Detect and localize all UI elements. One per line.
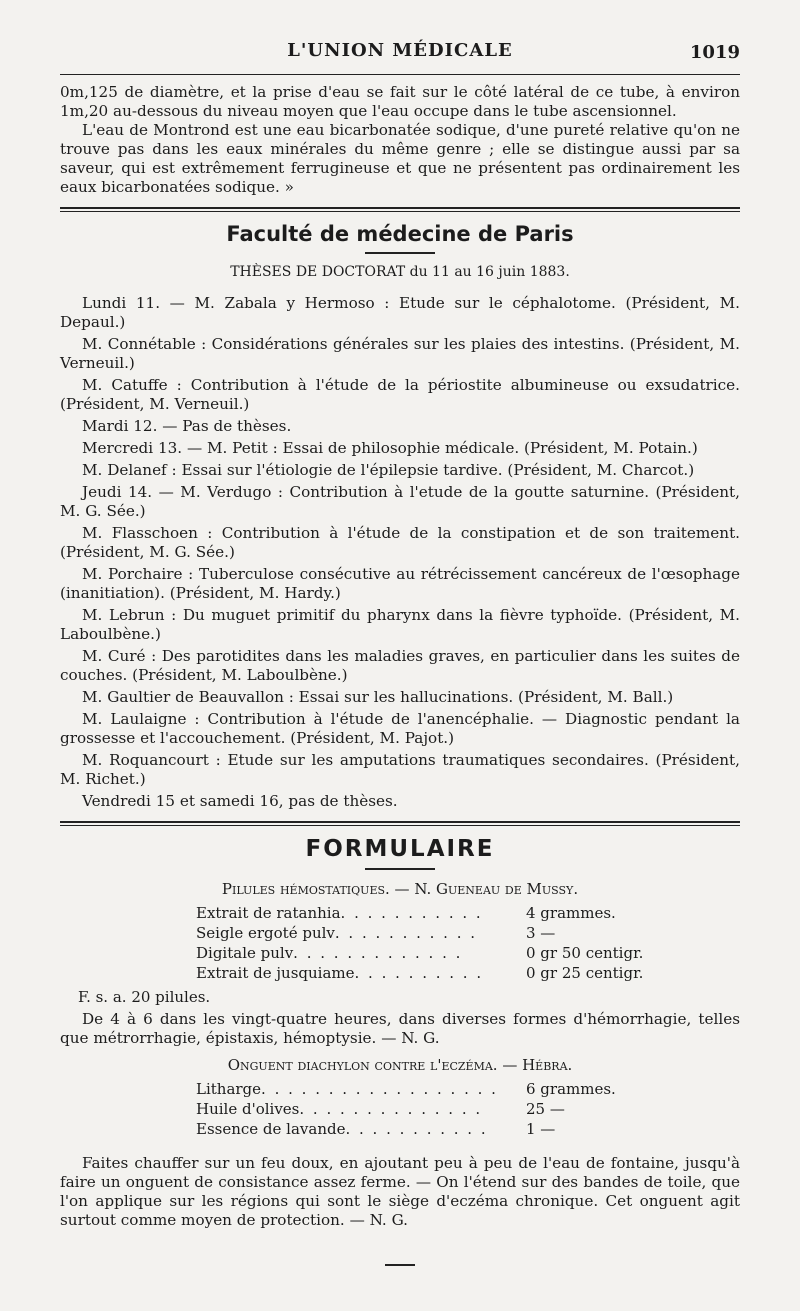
intro-paragraph-1: 0m,125 de diamètre, et la prise d'eau se fait sur le côté latéral de ce tube, à environ 1m,20 au-dessous du niveau moyen que l'eau occupe dans le tube ascensionnel.: [60, 83, 740, 120]
recipe-description-pilules: De 4 à 6 dans les vingt-quatre heures, dans diverses formes d'hémorrhagie, telles que métrorrhagie, épistaxis, hémoptysie. — N. G.: [60, 1010, 740, 1047]
ingredient-row: [196, 1080, 616, 1100]
ingredient-row: [196, 1120, 616, 1140]
thesis-entry: M. Laulaigne : Contribution à l'étude de l'anencéphalie. — Diagnostic pendant la grossesse et l'accouchement. (Président, M. Pajot.): [60, 710, 740, 747]
thesis-entry: Jeudi 14. — M. Verdugo : Contribution à l'etude de la goutte saturnine. (Président, M. G. Sée.): [60, 483, 740, 520]
ingredient-quantity: 6 grammes.: [526, 1080, 616, 1098]
leader-dots: . . . . . . . . . . .: [345, 1120, 488, 1138]
ingredient-quantity: 25 —: [526, 1100, 565, 1118]
intro-paragraph-2: L'eau de Montrond est une eau bicarbonatée sodique, d'une pureté relative qu'on ne trouve pas dans les eaux minérales du même genre ; elle se distingue aussi par sa saveur, qui est extrêmement ferrugineuse et que ne présentent pas ordinairement les eaux bicarbonatées sodique. »: [60, 121, 740, 196]
ingredient-quantity: 1 —: [526, 1120, 556, 1138]
ingredient-row: [196, 904, 643, 924]
ingredient-name: Extrait de jusquiame: [196, 964, 355, 982]
faculte-subtitle: THÈSES DE DOCTORAT du 11 au 16 juin 1883.: [230, 264, 570, 280]
formulaire-title: FORMULAIRE: [305, 836, 495, 862]
ingredient-quantity: 0 gr 25 centigr.: [526, 964, 644, 982]
thesis-entry: Mardi 12. — Pas de thèses.: [82, 417, 292, 435]
leader-dots: . . . . . . . . . . .: [340, 904, 483, 922]
ingredient-name: Extrait de ratanhia: [196, 904, 341, 922]
thesis-entry: Lundi 11. — M. Zabala y Hermoso : Etude sur le céphalotome. (Président, M. Depaul.): [60, 294, 740, 331]
recipe-title-onguent: Onguent diachylon contre l'eczéma. — Hébra.: [227, 1056, 573, 1074]
ingredient-row: [196, 1100, 616, 1120]
thesis-entry: M. Gaultier de Beauvallon : Essai sur les hallucinations. (Président, M. Ball.): [82, 688, 674, 706]
ingredient-name: Essence de lavande: [196, 1120, 346, 1138]
leader-dots: . . . . . . . . . . . . .: [293, 944, 463, 962]
ingredient-name: Digitale pulv: [196, 944, 294, 962]
thesis-entry: Vendredi 15 et samedi 16, pas de thèses.: [82, 792, 398, 810]
journal-title: L'UNION MÉDICALE: [287, 40, 513, 61]
formulaire-title-rule: [365, 868, 435, 870]
thesis-entry: M. Porchaire : Tuberculose consécutive au rétrécissement cancéreux de l'œsophage (inanitiation). (Président, M. Hardy.): [60, 565, 740, 602]
ingredient-name: Seigle ergoté pulv: [196, 924, 335, 942]
ingredient-name: Litharge: [196, 1080, 262, 1098]
leader-dots: . . . . . . . . . . . . . .: [299, 1100, 483, 1118]
thesis-entry: M. Catuffe : Contribution à l'étude de la périostite albumineuse ou exsudatrice. (Président, M. Verneuil.): [60, 376, 740, 413]
ingredient-row: [196, 924, 643, 944]
leader-dots: . . . . . . . . . . .: [334, 924, 478, 942]
section-divider: [60, 821, 740, 826]
ingredient-row: [196, 964, 643, 984]
thesis-entry: M. Curé : Des parotidites dans les maladies graves, en particulier dans les suites de couches. (Président, M. Laboulbène.): [60, 647, 740, 684]
ingredient-quantity: 4 grammes.: [526, 904, 616, 922]
formulaire-section: [60, 836, 740, 1230]
leader-dots: . . . . . . . . . .: [354, 964, 484, 982]
page-number: 1019: [689, 42, 740, 63]
thesis-entry: Mercredi 13. — M. Petit : Essai de philosophie médicale. (Président, M. Potain.): [82, 439, 698, 457]
thesis-entry: M. Flasschoen : Contribution à l'étude de la constipation et de son traitement. (Président, M. G. Sée.): [60, 524, 740, 561]
thesis-entry: M. Roquancourt : Etude sur les amputations traumatiques secondaires. (Président, M. Richet.): [60, 751, 740, 788]
header-rule: [60, 74, 740, 75]
faculte-title: Faculté de médecine de Paris: [226, 222, 574, 246]
end-rule: [385, 1264, 415, 1266]
recipe-title-pilules: Pilules hémostatiques. — N. Gueneau de Mussy.: [221, 880, 579, 898]
section-divider: [60, 207, 740, 212]
thesis-entry: M. Lebrun : Du muguet primitif du pharynx dans la fièvre typhoïde. (Président, M. Laboulbène.): [60, 606, 740, 643]
thesis-entry: M. Connétable : Considérations générales sur les plaies des intestins. (Président, M. Verneuil.): [60, 335, 740, 372]
leader-dots: . . . . . . . . . . . . . . . . . .: [261, 1080, 498, 1098]
recipe-description-onguent: Faites chauffer sur un feu doux, en ajoutant peu à peu de l'eau de fontaine, jusqu'à faire un onguent de consistance assez ferme. — On l'étend sur des bandes de toile, que l'on applique sur les régions qui sont le siège d'eczéma chronique. Cet onguent agit surtout comme moyen de protection. — N. G.: [60, 1154, 740, 1229]
ingredients-table-onguent: [196, 1080, 616, 1140]
recipe-preparation-note: F. s. a. 20 pilules.: [78, 988, 211, 1006]
faculte-title-rule: [365, 252, 435, 254]
thesis-entry: M. Delanef : Essai sur l'étiologie de l'épilepsie tardive. (Président, M. Charcot.): [82, 461, 695, 479]
ingredient-quantity: 3 —: [526, 924, 556, 942]
intro-section: [60, 83, 740, 197]
thesis-list: [60, 294, 740, 811]
running-header: [60, 40, 740, 70]
ingredient-row: [196, 944, 643, 964]
ingredients-table-pilules: [196, 904, 643, 984]
document-page: [60, 40, 740, 1266]
faculte-section: [60, 222, 740, 811]
ingredient-quantity: 0 gr 50 centigr.: [526, 944, 644, 962]
ingredient-name: Huile d'olives: [196, 1100, 300, 1118]
